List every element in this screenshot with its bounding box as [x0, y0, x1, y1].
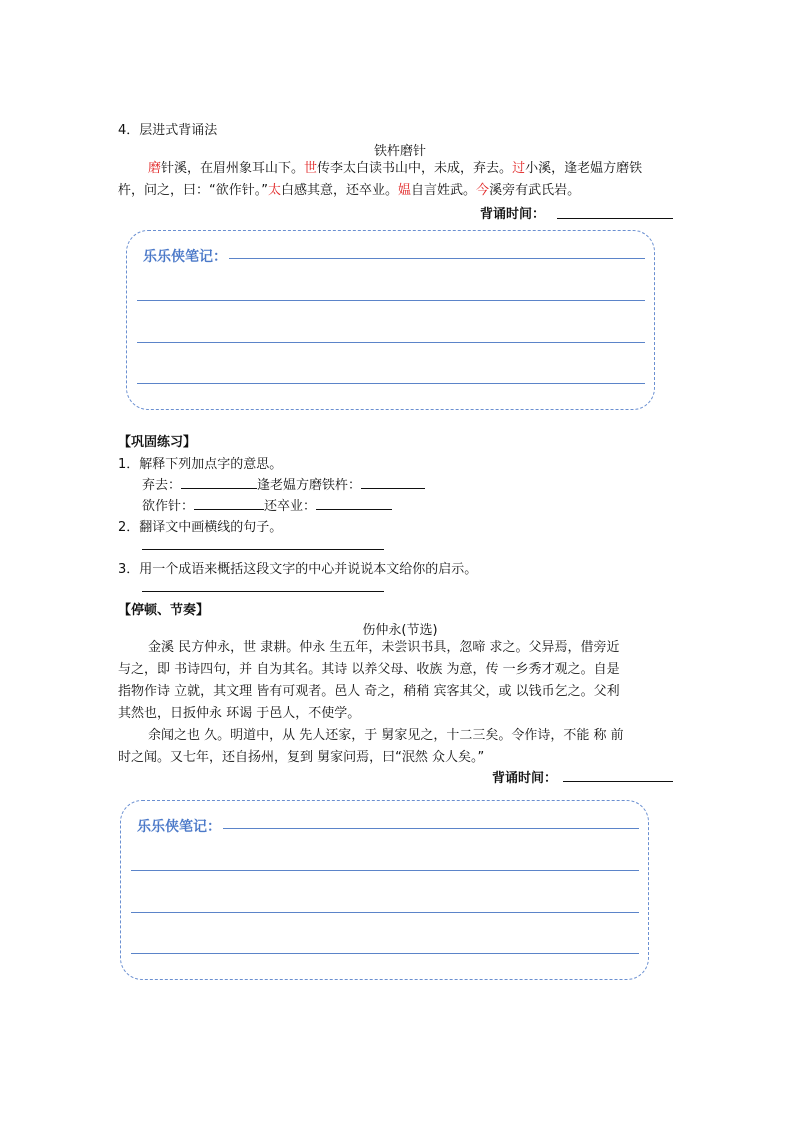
- poem-text: 白感其意，还卒业。: [281, 183, 399, 198]
- highlighted-char: 媪: [398, 183, 412, 198]
- q1-answer-blank[interactable]: [361, 476, 425, 489]
- notes-line[interactable]: [229, 258, 645, 259]
- poem-line-1: [148, 158, 642, 180]
- notes-box: [120, 800, 649, 980]
- question-1: 1．解释下列加点字的意思。: [118, 457, 283, 472]
- q1-item-c-label: 欲作针：: [142, 499, 195, 514]
- q1-item-a: [142, 474, 425, 493]
- poem-text: 小溪，逢老媪方磨铁: [525, 161, 643, 176]
- recite-time-label: 背诵时间：: [480, 207, 546, 222]
- poem-line-2: [118, 180, 580, 202]
- question-2: 2．翻译文中画横线的句子。: [118, 520, 283, 535]
- notes-line[interactable]: [131, 912, 639, 913]
- notes-line[interactable]: [137, 300, 645, 301]
- notes-line[interactable]: [137, 383, 645, 384]
- notes-line[interactable]: [137, 342, 645, 343]
- notes-label: 乐乐侠笔记：: [137, 819, 221, 835]
- q1-answer-blank[interactable]: [316, 497, 392, 510]
- highlighted-char: 磨: [148, 161, 162, 176]
- notes-line[interactable]: [223, 828, 639, 829]
- q1-item-d-label: 还卒业：: [264, 499, 317, 514]
- q1-answer-blank[interactable]: [181, 476, 257, 489]
- passage-line: 时之闻。又七年，还自扬州，复到 舅家问焉，曰“泯然 众人矣。”: [118, 750, 485, 765]
- poem-text: 杵，问之，曰：“欲作针。”: [118, 183, 268, 198]
- passage-line: 金溪 民方仲永，世 隶耕。仲永 生五年，未尝识书具，忽啼 求之。父异焉，借旁近: [148, 640, 620, 655]
- highlighted-char: 过: [512, 161, 526, 176]
- pause-heading: 【停顿、节奏】: [118, 603, 210, 618]
- q1-answer-blank[interactable]: [194, 497, 264, 510]
- q1-item-c: [142, 495, 392, 514]
- recite-time-line[interactable]: [557, 217, 673, 219]
- passage-line: 余闻之也 久。明道中，从 先人还家，于 舅家见之，十二三矣。令作诗，不能 称 前: [148, 728, 624, 743]
- passage-title: 伤仲永(节选): [362, 623, 438, 638]
- poem-text: 自言姓武。: [411, 183, 477, 198]
- notes-line[interactable]: [131, 870, 639, 871]
- poem-text: 溪旁有武氏岩。: [489, 183, 581, 198]
- question-3: 3．用一个成语来概括这段文字的中心并说说本文给你的启示。: [118, 562, 478, 577]
- highlighted-char: 世: [304, 161, 318, 176]
- q1-item-a-label: 弃去：: [142, 478, 182, 493]
- notes-box: [126, 230, 655, 410]
- highlighted-char: 太: [267, 183, 281, 198]
- notes-line[interactable]: [131, 953, 639, 954]
- poem-text: 针溪，在眉州象耳山下。: [161, 161, 305, 176]
- notes-label: 乐乐侠笔记：: [143, 249, 227, 265]
- passage-line: 与之，即 书诗四句，并 自为其名。其诗 以养父母、收族 为意，传 一乡秀才观之。自是: [118, 662, 620, 677]
- passage-line: 其然也，日扳仲永 环谒 于邑人，不使学。: [118, 706, 361, 721]
- poem-text: 传李太白读书山中，未成，弃去。: [317, 161, 513, 176]
- recite-time-label: 背诵时间：: [492, 771, 558, 786]
- section-heading: 4．层进式背诵法: [118, 123, 218, 138]
- q3-answer-line[interactable]: [142, 590, 384, 592]
- passage-line: 指物作诗 立就，其文理 皆有可观者。邑人 奇之，稍稍 宾客其父，或 以钱币乞之。父利: [118, 684, 620, 699]
- practice-heading: 【巩固练习】: [118, 435, 197, 450]
- poem-title: 铁杵磨针: [373, 144, 426, 159]
- q1-item-b-label: 逢老媪方磨铁杵：: [257, 478, 362, 493]
- q2-answer-line[interactable]: [142, 548, 384, 550]
- highlighted-char: 今: [476, 183, 490, 198]
- recite-time-line[interactable]: [563, 780, 673, 782]
